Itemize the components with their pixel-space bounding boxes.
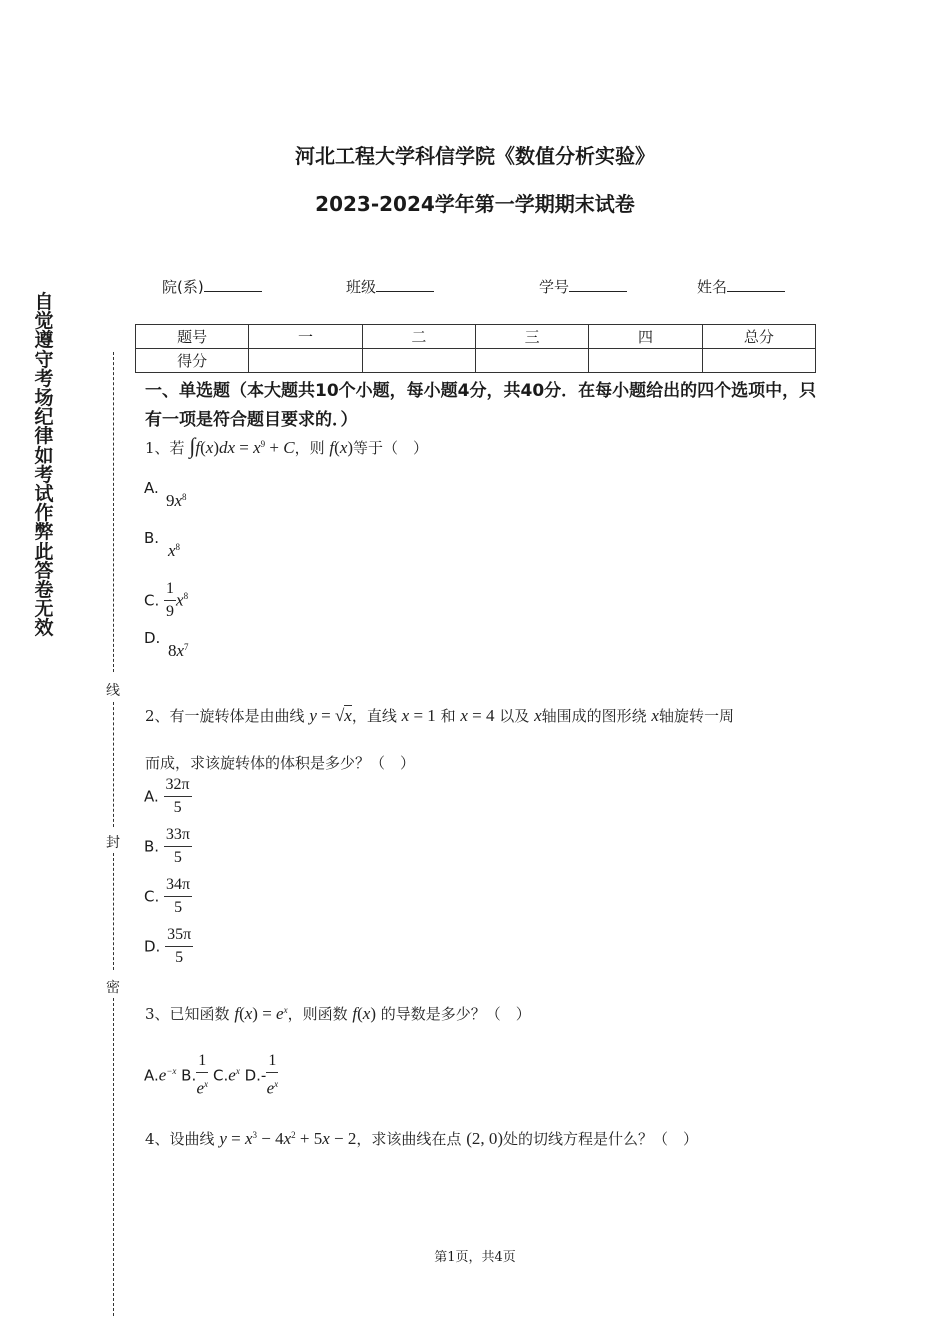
- table-cell: 一: [249, 325, 362, 349]
- table-cell: 三: [475, 325, 588, 349]
- table-cell: 题号: [136, 325, 249, 349]
- exam-title-line1: 河北工程大学科信学院《数值分析实验》: [295, 144, 655, 168]
- class-field: 班级: [346, 276, 434, 297]
- table-cell: 总分: [702, 325, 815, 349]
- question-1: 1、若 $\int f(x)dx = x^9 + C$，则 f(x)等于（ ）: [145, 433, 429, 458]
- table-row: [136, 349, 816, 373]
- page-number: 第1页，共4页: [434, 1250, 516, 1265]
- q3-option-b[interactable]: B. $\frac{1}{e^x}$: [181, 1052, 208, 1098]
- section-heading: 一、单选题（本大题共10个小题，每小题4分，共40分．在每小题给出的四个选项中，只有一项是符合题目要求的．）: [145, 381, 817, 430]
- exam-title-line2: 2023-2024学年第一学期期末试卷: [315, 192, 635, 216]
- question-4: 4、设曲线 $y = x^3 - 4x^2 + 5x - 2$，求该曲线在点 (2, 0)处的切线方程是什么？（ ）: [145, 1129, 699, 1148]
- q2-option-c[interactable]: C. $\frac{34\pi}{5}$: [144, 876, 191, 916]
- q2-option-b[interactable]: B. $\frac{33\pi}{5}$: [144, 826, 190, 866]
- name-blank[interactable]: [727, 277, 785, 292]
- q2-option-a[interactable]: A. $\frac{32\pi}{5}$: [144, 776, 190, 816]
- q3-option-a[interactable]: $A.e^{-x}$: [144, 1065, 177, 1085]
- dept-field: 院(系): [162, 276, 262, 297]
- question-2-line2: 而成，求该旋转体的体积是多少？（ ）: [145, 754, 416, 772]
- binding-line: [113, 998, 114, 1316]
- binding-mark-secret: 密: [106, 980, 120, 996]
- binding-line: [113, 853, 114, 970]
- table-cell: 四: [589, 325, 702, 349]
- student-id-blank[interactable]: [569, 277, 627, 292]
- binding-mark-seal: 封: [106, 835, 120, 851]
- dept-blank[interactable]: [204, 277, 262, 292]
- q1-option-d[interactable]: D. $8x^7$: [144, 629, 189, 660]
- q3-option-c[interactable]: $C.e^x$: [213, 1065, 240, 1085]
- score-table: [135, 324, 816, 373]
- binding-mark-line: 线: [106, 683, 120, 699]
- q3-options: [144, 1050, 278, 1100]
- q1-option-a[interactable]: A. $9x^8$: [144, 479, 187, 510]
- q3-option-d[interactable]: D.- $\frac{1}{e^x}$: [244, 1052, 279, 1098]
- question-2: 2、有一旋转体是由曲线 y = √x，直线 x = 1 和 x = 4 以及 x轴围成的图形绕 x轴旋转一周: [145, 706, 734, 725]
- table-cell: 得分: [136, 349, 249, 373]
- score-cell[interactable]: [475, 349, 588, 373]
- score-cell[interactable]: [362, 349, 475, 373]
- name-field: 姓名: [697, 276, 785, 297]
- binding-line: [113, 702, 114, 827]
- class-blank[interactable]: [376, 277, 434, 292]
- table-row: [136, 325, 816, 349]
- binding-note: 自 觉 遵 守 考 场 纪 律 如 考 试 作 弊 此 答 卷 无 效: [34, 291, 54, 640]
- q2-option-d[interactable]: D. $\frac{35\pi}{5}$: [144, 926, 192, 966]
- q1-option-c[interactable]: C. $\frac{1}{9}$ $x^8$: [144, 580, 189, 620]
- score-cell[interactable]: [249, 349, 362, 373]
- binding-line: [113, 352, 114, 672]
- student-id-field: 学号: [539, 276, 627, 297]
- score-cell[interactable]: [702, 349, 815, 373]
- q1-option-b[interactable]: B. $x^8$: [144, 529, 181, 560]
- score-cell[interactable]: [589, 349, 702, 373]
- question-3: 3、已知函数 $f(x) = e^x$，则函数 f(x) 的导数是多少？（ ）: [145, 1004, 531, 1023]
- table-cell: 二: [362, 325, 475, 349]
